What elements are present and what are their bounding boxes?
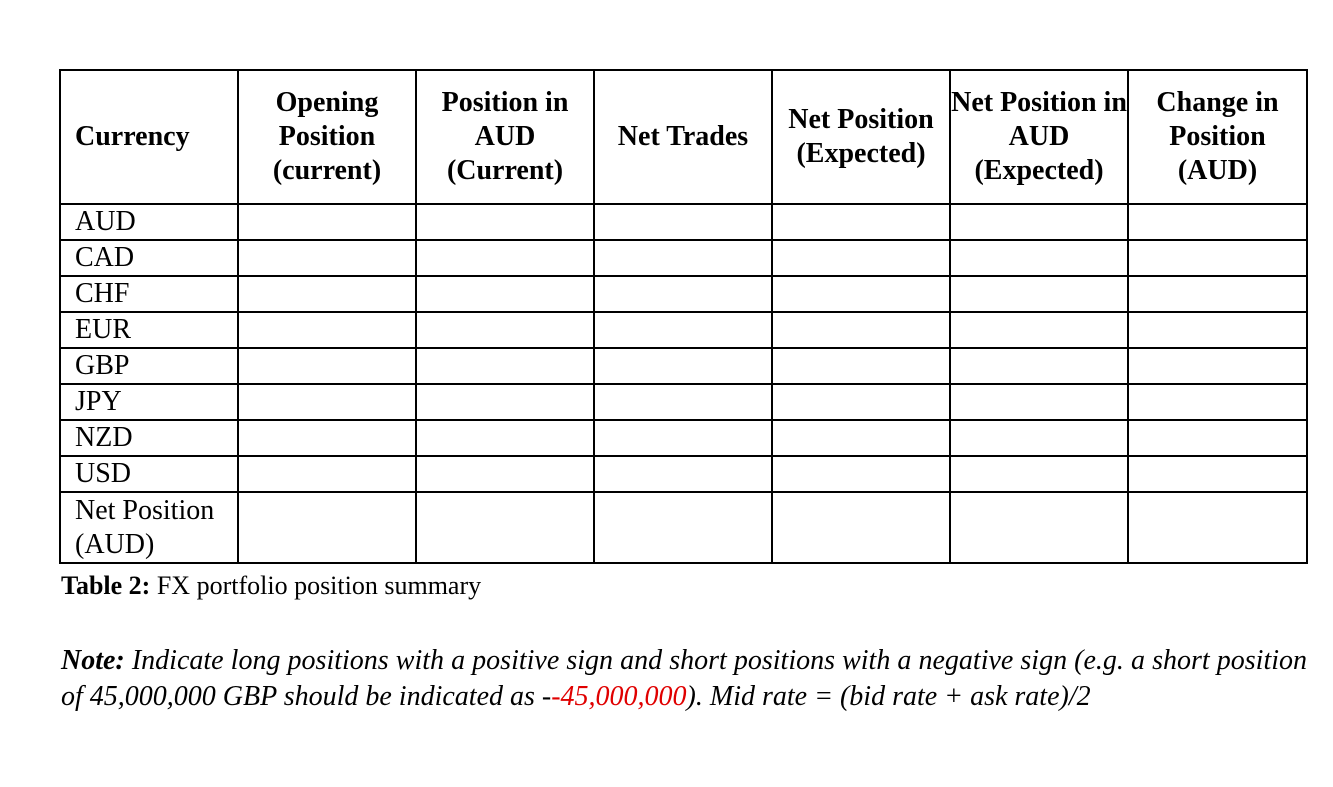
currency-cell: NZD bbox=[60, 420, 238, 456]
header-cell: Net Trades bbox=[594, 70, 772, 204]
value-cell[interactable] bbox=[772, 240, 950, 276]
value-cell[interactable] bbox=[238, 420, 416, 456]
value-cell[interactable] bbox=[238, 204, 416, 240]
value-cell[interactable] bbox=[238, 384, 416, 420]
value-cell[interactable] bbox=[594, 420, 772, 456]
value-cell[interactable] bbox=[594, 204, 772, 240]
header-cell: Currency bbox=[60, 70, 238, 204]
value-cell[interactable] bbox=[238, 276, 416, 312]
value-cell[interactable] bbox=[1128, 204, 1307, 240]
value-cell[interactable] bbox=[594, 384, 772, 420]
value-cell[interactable] bbox=[416, 492, 594, 563]
table-body bbox=[60, 204, 1307, 563]
table-row bbox=[60, 384, 1307, 420]
currency-cell: USD bbox=[60, 456, 238, 492]
table-row bbox=[60, 204, 1307, 240]
value-cell[interactable] bbox=[1128, 492, 1307, 563]
fx-position-table bbox=[59, 69, 1308, 564]
value-cell[interactable] bbox=[950, 456, 1128, 492]
value-cell[interactable] bbox=[772, 204, 950, 240]
note-label: Note: bbox=[61, 645, 125, 676]
value-cell[interactable] bbox=[416, 456, 594, 492]
header-cell: Change in Position (AUD) bbox=[1128, 70, 1307, 204]
value-cell[interactable] bbox=[772, 456, 950, 492]
header-cell: Opening Position (current) bbox=[238, 70, 416, 204]
value-cell[interactable] bbox=[1128, 420, 1307, 456]
value-cell[interactable] bbox=[416, 276, 594, 312]
currency-cell: CAD bbox=[60, 240, 238, 276]
caption-text: FX portfolio position summary bbox=[156, 571, 482, 600]
note-text: Indicate long positions with a positive sign and short positions with a negative sign (e.g. a short position of 45,000,000 GBP should be indicated as - bbox=[61, 645, 1307, 712]
table-row bbox=[60, 348, 1307, 384]
table-row bbox=[60, 312, 1307, 348]
value-cell[interactable] bbox=[416, 384, 594, 420]
value-cell[interactable] bbox=[416, 204, 594, 240]
value-cell[interactable] bbox=[772, 312, 950, 348]
value-cell[interactable] bbox=[594, 348, 772, 384]
currency-cell: AUD bbox=[60, 204, 238, 240]
header-cell: Net Position in AUD (Expected) bbox=[950, 70, 1128, 204]
header-cell: Net Position (Expected) bbox=[772, 70, 950, 204]
value-cell[interactable] bbox=[772, 384, 950, 420]
value-cell[interactable] bbox=[1128, 384, 1307, 420]
table-caption bbox=[61, 570, 481, 602]
table-row bbox=[60, 456, 1307, 492]
value-cell[interactable] bbox=[950, 420, 1128, 456]
value-cell[interactable] bbox=[416, 420, 594, 456]
value-cell[interactable] bbox=[1128, 348, 1307, 384]
value-cell[interactable] bbox=[238, 240, 416, 276]
value-cell[interactable] bbox=[238, 312, 416, 348]
currency-cell: EUR bbox=[60, 312, 238, 348]
currency-cell: GBP bbox=[60, 348, 238, 384]
value-cell[interactable] bbox=[1128, 276, 1307, 312]
value-cell[interactable] bbox=[238, 348, 416, 384]
value-cell[interactable] bbox=[594, 456, 772, 492]
value-cell[interactable] bbox=[238, 456, 416, 492]
value-cell[interactable] bbox=[416, 240, 594, 276]
value-cell[interactable] bbox=[772, 492, 950, 563]
currency-cell: Net Position (AUD) bbox=[60, 492, 238, 563]
note-text-end: ). bbox=[686, 681, 703, 712]
note-mid-rate: Mid rate = (bid rate + ask rate)/2 bbox=[709, 681, 1091, 712]
note-red-value: -45,000,000 bbox=[551, 681, 687, 712]
value-cell[interactable] bbox=[1128, 240, 1307, 276]
value-cell[interactable] bbox=[1128, 456, 1307, 492]
value-cell[interactable] bbox=[950, 240, 1128, 276]
value-cell[interactable] bbox=[950, 348, 1128, 384]
value-cell[interactable] bbox=[772, 420, 950, 456]
caption-label: Table 2: bbox=[61, 571, 151, 600]
table-row bbox=[60, 420, 1307, 456]
value-cell[interactable] bbox=[594, 240, 772, 276]
note-paragraph bbox=[61, 643, 1307, 715]
currency-cell: JPY bbox=[60, 384, 238, 420]
value-cell[interactable] bbox=[594, 312, 772, 348]
value-cell[interactable] bbox=[772, 348, 950, 384]
value-cell[interactable] bbox=[950, 384, 1128, 420]
value-cell[interactable] bbox=[950, 276, 1128, 312]
value-cell[interactable] bbox=[950, 204, 1128, 240]
value-cell[interactable] bbox=[950, 312, 1128, 348]
value-cell[interactable] bbox=[1128, 312, 1307, 348]
value-cell[interactable] bbox=[594, 276, 772, 312]
table-row bbox=[60, 276, 1307, 312]
value-cell[interactable] bbox=[416, 312, 594, 348]
header-cell: Position in AUD (Current) bbox=[416, 70, 594, 204]
currency-cell: CHF bbox=[60, 276, 238, 312]
value-cell[interactable] bbox=[950, 492, 1128, 563]
header-row bbox=[60, 70, 1307, 204]
value-cell[interactable] bbox=[772, 276, 950, 312]
value-cell[interactable] bbox=[238, 492, 416, 563]
table-row bbox=[60, 492, 1307, 563]
value-cell[interactable] bbox=[416, 348, 594, 384]
value-cell[interactable] bbox=[594, 492, 772, 563]
table-row bbox=[60, 240, 1307, 276]
